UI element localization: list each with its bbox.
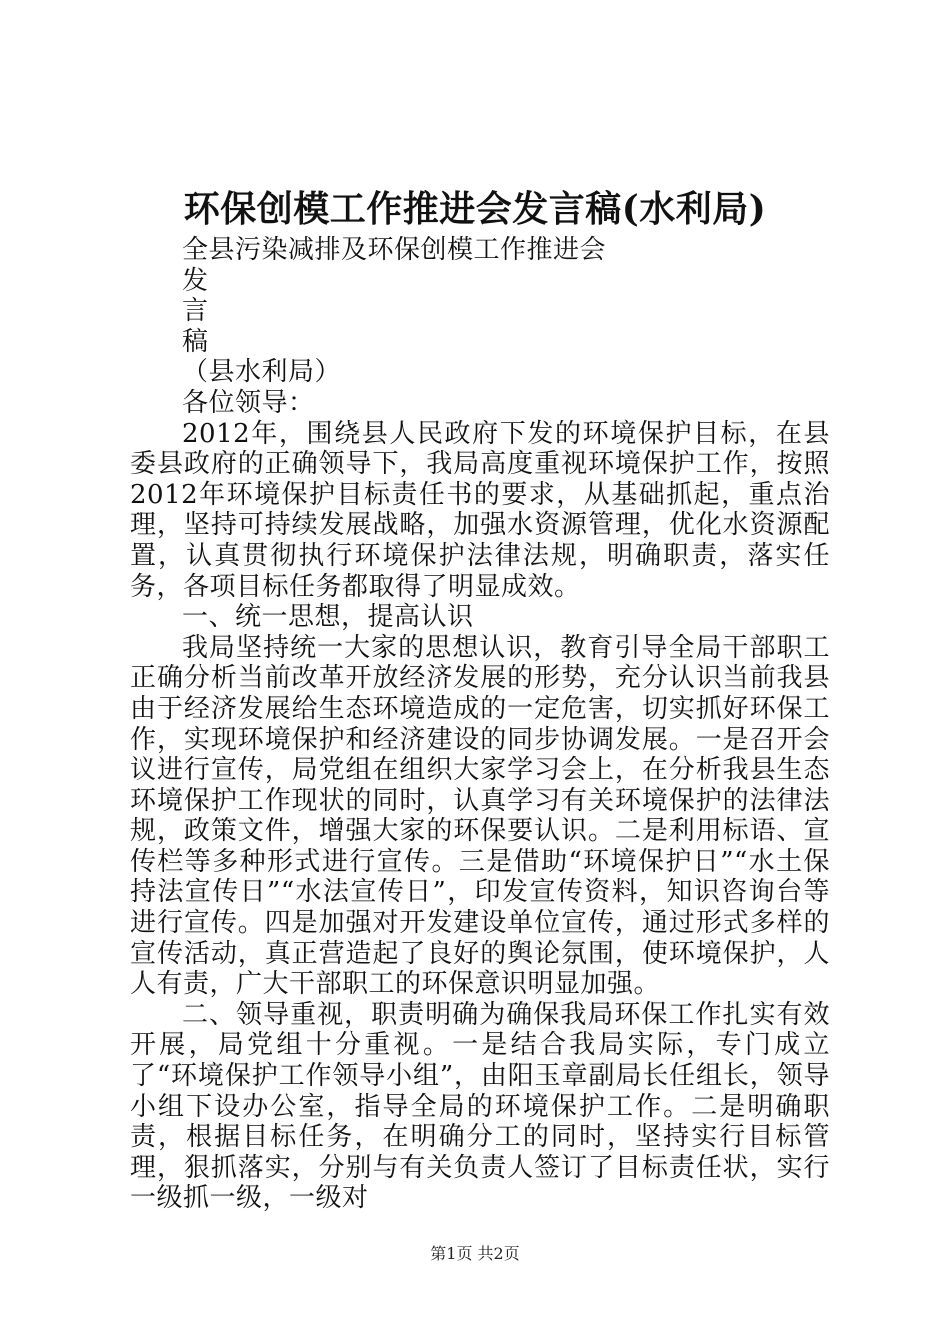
meeting-name-line: 全县污染减排及环保创模工作推进会 <box>182 235 607 265</box>
section-heading-1: 一、统一思想，提高认识 <box>182 602 474 633</box>
document-body <box>130 235 830 1214</box>
document-title: 环保创模工作推进会发言稿(水利局) <box>183 188 767 230</box>
heading-char-fa: 发 <box>182 265 209 296</box>
intro-paragraph: 2012年，围绕县人民政府下发的环境保护目标，在县委县政府的正确领导下，我局高度重视环境保护工作，按照2012年环境保护目标责任书的要求，从基础抓起，重点治理，坚持可持续发展战略，加强水资源管理，优化水资源配置，认真贯彻执行环境保护法律法规，明确职责，落实任务，各项目标任务都取得了明显成效。 <box>130 418 830 602</box>
speaker-org-line: （县水利局） <box>182 357 342 388</box>
page-footer: 第1页 共2页 <box>430 1244 520 1263</box>
heading-char-gao: 稿 <box>182 326 209 357</box>
heading-char-yan: 言 <box>182 296 209 327</box>
section-paragraph-1: 我局坚持统一大家的思想认识，教育引导全局干部职工正确分析当前改革开放经济发展的形势，充分认识当前我县由于经济发展给生态环境造成的一定危害，切实抓好环保工作，实现环境保护和经济建设的同步协调发展。一是召开会议进行宣传，局党组在组织大家学习会上，在分析我县生态环境保护工作现状的同时，认真学习有关环境保护的法律法规，政策文件，增强大家的环保要认识。二是利用标语、宣传栏等多种形式进行宣传。三是借助“环境保护日”“水土保持法宣传日”“水法宣传日”，印发宣传资料，知识咨询台等进行宣传。四是加强对开发建设单位宣传，通过形式多样的宣传活动，真正营造起了良好的舆论氛围，使环境保护，人人有责，广大干部职工的环保意识明显加强。 <box>130 632 830 1000</box>
salutation-line: 各位领导： <box>182 387 315 418</box>
section-paragraph-2: 二、领导重视，职责明确为确保我局环保工作扎实有效开展，局党组十分重视。一是结合我局实际，专门成立了“环境保护工作领导小组”，由阳玉章副局长任组长，领导小组下设办公室，指导全局的环境保护工作。二是明确职责，根据目标任务，在明确分工的同时，坚持实行目标管理，狠抓落实，分别与有关负责人签订了目标责任状，实行一级抓一级，一级对 <box>130 999 830 1214</box>
